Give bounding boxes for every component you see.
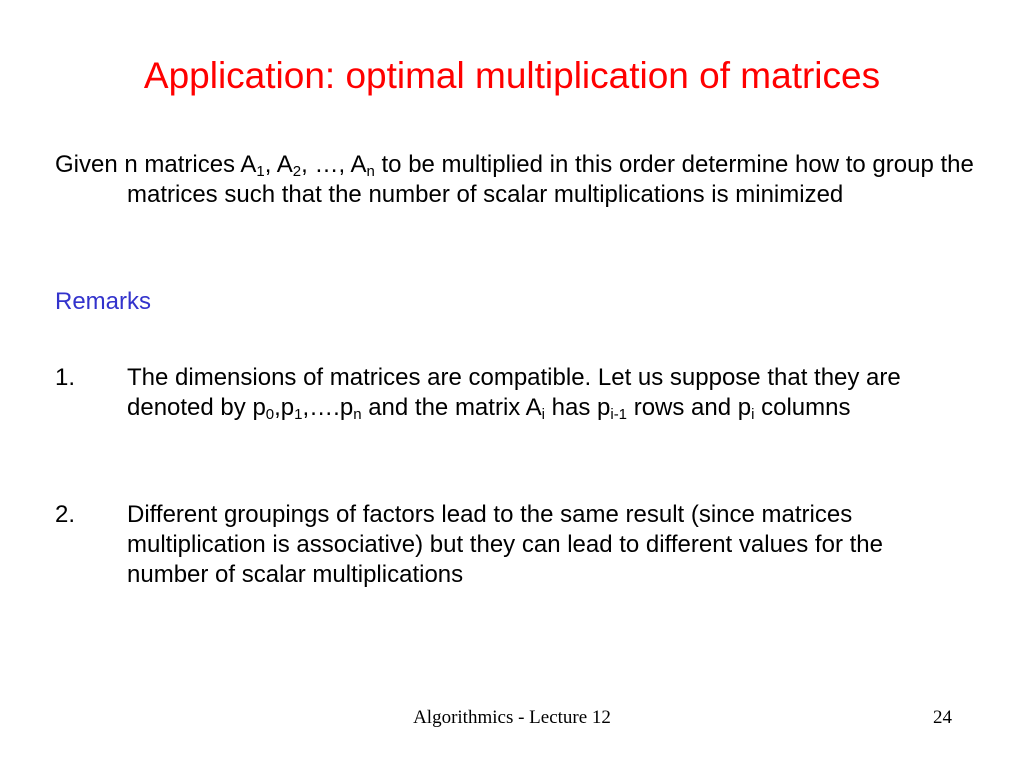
remark-number: 2. <box>55 501 76 528</box>
remarks-heading: Remarks <box>55 288 152 315</box>
page-number: 24 <box>933 707 952 728</box>
remark-text: Different groupings of factors lead to the same result (since matrices multiplication is associative) but they can lead to different values for the number of scalar multiplications <box>127 501 883 588</box>
remark-item-1 <box>55 363 955 423</box>
slide-title: Application: optimal multiplication of matrices <box>143 55 881 96</box>
problem-statement: Given n matrices $A_1$, $A_2$, …, $A_n$ to be multiplied in this order determine how to group the matrices such that the number of scalar multiplications is minimized <box>55 151 974 208</box>
remark-number: 1. <box>55 364 76 391</box>
remark-item-2 <box>55 500 955 590</box>
remark-text: The dimensions of matrices are compatible. Let us suppose that they are denoted by $p_0,p_1,\dots.p_n$ and the matrix $A_i$ has $p_{i-1}$ rows and $p_i$ columns <box>127 364 901 423</box>
footer-course: Algorithmics - Lecture 12 <box>413 707 611 728</box>
